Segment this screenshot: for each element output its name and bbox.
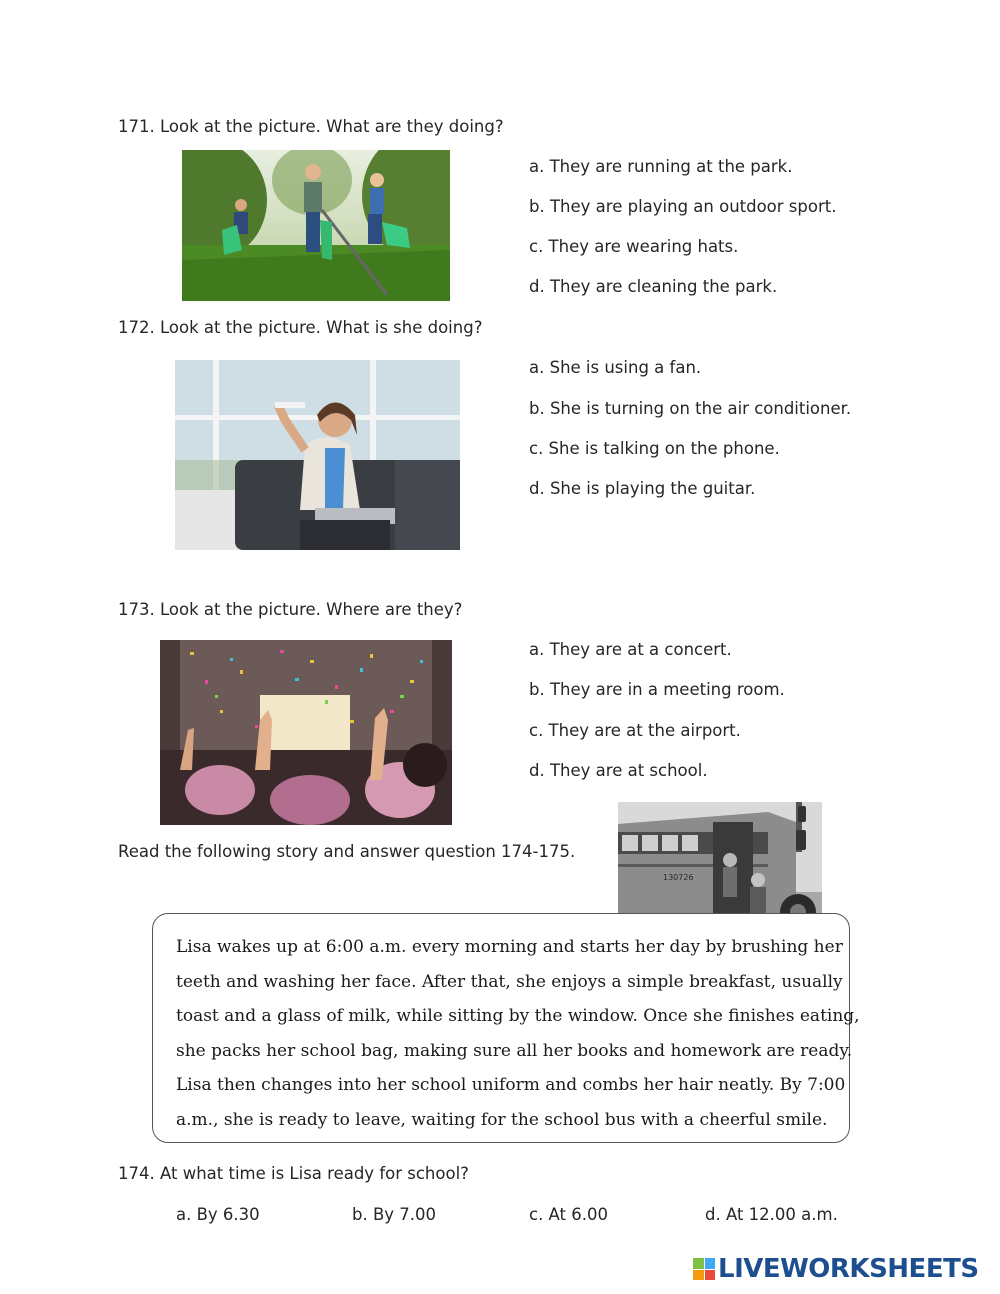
liveworksheets-logo[interactable] (693, 1254, 979, 1284)
option-173-a[interactable]: a. They are at a concert. (529, 640, 732, 659)
question-174: 174. At what time is Lisa ready for school? (118, 1164, 469, 1183)
woman-on-phone-photo (175, 360, 460, 550)
option-173-b[interactable]: b. They are in a meeting room. (529, 680, 785, 699)
question-173: 173. Look at the picture. Where are they? (118, 600, 463, 619)
option-171-a[interactable]: a. They are running at the park. (529, 157, 793, 176)
story-line: Lisa wakes up at 6:00 a.m. every morning and starts her day by brushing her (176, 937, 843, 957)
story-line: a.m., she is ready to leave, waiting for the school bus with a cheerful smile. (176, 1109, 828, 1130)
story-line: teeth and washing her face. After that, she enjoys a simple breakfast, usually (176, 971, 843, 992)
option-171-c[interactable]: c. They are wearing hats. (529, 237, 739, 256)
option-172-d[interactable]: d. She is playing the guitar. (529, 479, 756, 498)
option-172-c[interactable]: c. She is talking on the phone. (529, 439, 780, 458)
option-172-b[interactable]: b. She is turning on the air conditioner. (529, 399, 852, 418)
option-171-d[interactable]: d. They are cleaning the park. (529, 277, 778, 296)
reading-instruction: Read the following story and answer question 174-175. (118, 842, 576, 861)
option-174-b[interactable]: b. By 7.00 (352, 1205, 437, 1224)
option-173-c[interactable]: c. They are at the airport. (529, 721, 741, 740)
story-line: she packs her school bag, making sure all her books and homework are ready. (176, 1040, 853, 1061)
concert-crowd-photo (160, 640, 452, 825)
option-174-c[interactable]: c. At 6.00 (529, 1205, 609, 1224)
story-text (176, 930, 860, 1137)
option-172-a[interactable]: a. She is using a fan. (529, 358, 702, 377)
logo-text: LIVEWORKSHEETS (718, 1254, 979, 1284)
option-171-b[interactable]: b. They are playing an outdoor sport. (529, 197, 837, 216)
bus-number: 130726 (663, 873, 694, 882)
question-172: 172. Look at the picture. What is she doing? (118, 318, 483, 337)
option-173-d[interactable]: d. They are at school. (529, 761, 708, 780)
option-174-a[interactable]: a. By 6.30 (176, 1205, 260, 1224)
question-171: 171. Look at the picture. What are they doing? (118, 117, 504, 136)
story-line: toast and a glass of milk, while sitting by the window. Once she finishes eating, (176, 1006, 860, 1026)
story-line: Lisa then changes into her school uniform and combs her hair neatly. By 7:00 (176, 1075, 846, 1095)
option-174-d[interactable]: d. At 12.00 a.m. (705, 1205, 838, 1224)
liveworksheets-logo-icon (693, 1258, 715, 1280)
school-bus-photo (618, 802, 822, 930)
kids-cleaning-park-photo (182, 150, 450, 301)
